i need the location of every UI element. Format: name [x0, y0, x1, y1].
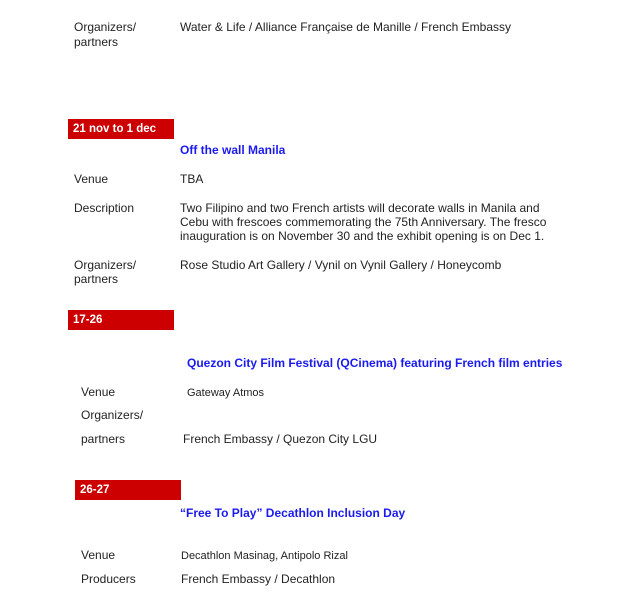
producers-value: French Embassy / Decathlon [181, 572, 336, 586]
organizers-label: Organizers/ [74, 20, 137, 34]
venue-label: Venue [74, 172, 109, 186]
venue-value: Decathlon Masinag, Antipolo Rizal [181, 550, 348, 562]
organizers-value: Rose Studio Art Gallery / Vynil on Vynil Gallery / Honeycomb [180, 258, 502, 272]
event-date-bar: 17-26 [68, 310, 174, 330]
venue-label: Venue [81, 548, 116, 562]
event-date-bar: 21 nov to 1 dec [68, 119, 174, 139]
event-title: Off the wall Manila [180, 143, 286, 157]
organizers-value: French Embassy / Quezon City LGU [183, 432, 378, 446]
organizers-label-continued: partners [81, 432, 126, 446]
description-line: Cebu with frescoes commemorating the 75th Anniversary. The fresco [180, 215, 547, 229]
event-date-bar: 26-27 [75, 480, 181, 500]
description-line: inauguration is on November 30 and the exhibit opening is on Dec 1. [180, 229, 545, 243]
description-line: Two Filipino and two French artists will decorate walls in Manila and [180, 201, 540, 215]
event-title: “Free To Play” Decathlon Inclusion Day [180, 506, 406, 520]
organizers-label-continued: partners [74, 272, 119, 286]
organizers-label: Organizers/ [74, 258, 137, 272]
organizers-value: Water & Life / Alliance Française de Manille / French Embassy [180, 20, 512, 34]
venue-value: Gateway Atmos [187, 387, 265, 399]
venue-value: TBA [180, 172, 204, 186]
description-label: Description [74, 201, 135, 215]
event-title: Quezon City Film Festival (QCinema) featuring French film entries [187, 356, 563, 370]
producers-label: Producers [81, 572, 136, 586]
organizers-label-continued: partners [74, 35, 119, 49]
venue-label: Venue [81, 385, 116, 399]
organizers-label: Organizers/ [81, 408, 144, 422]
